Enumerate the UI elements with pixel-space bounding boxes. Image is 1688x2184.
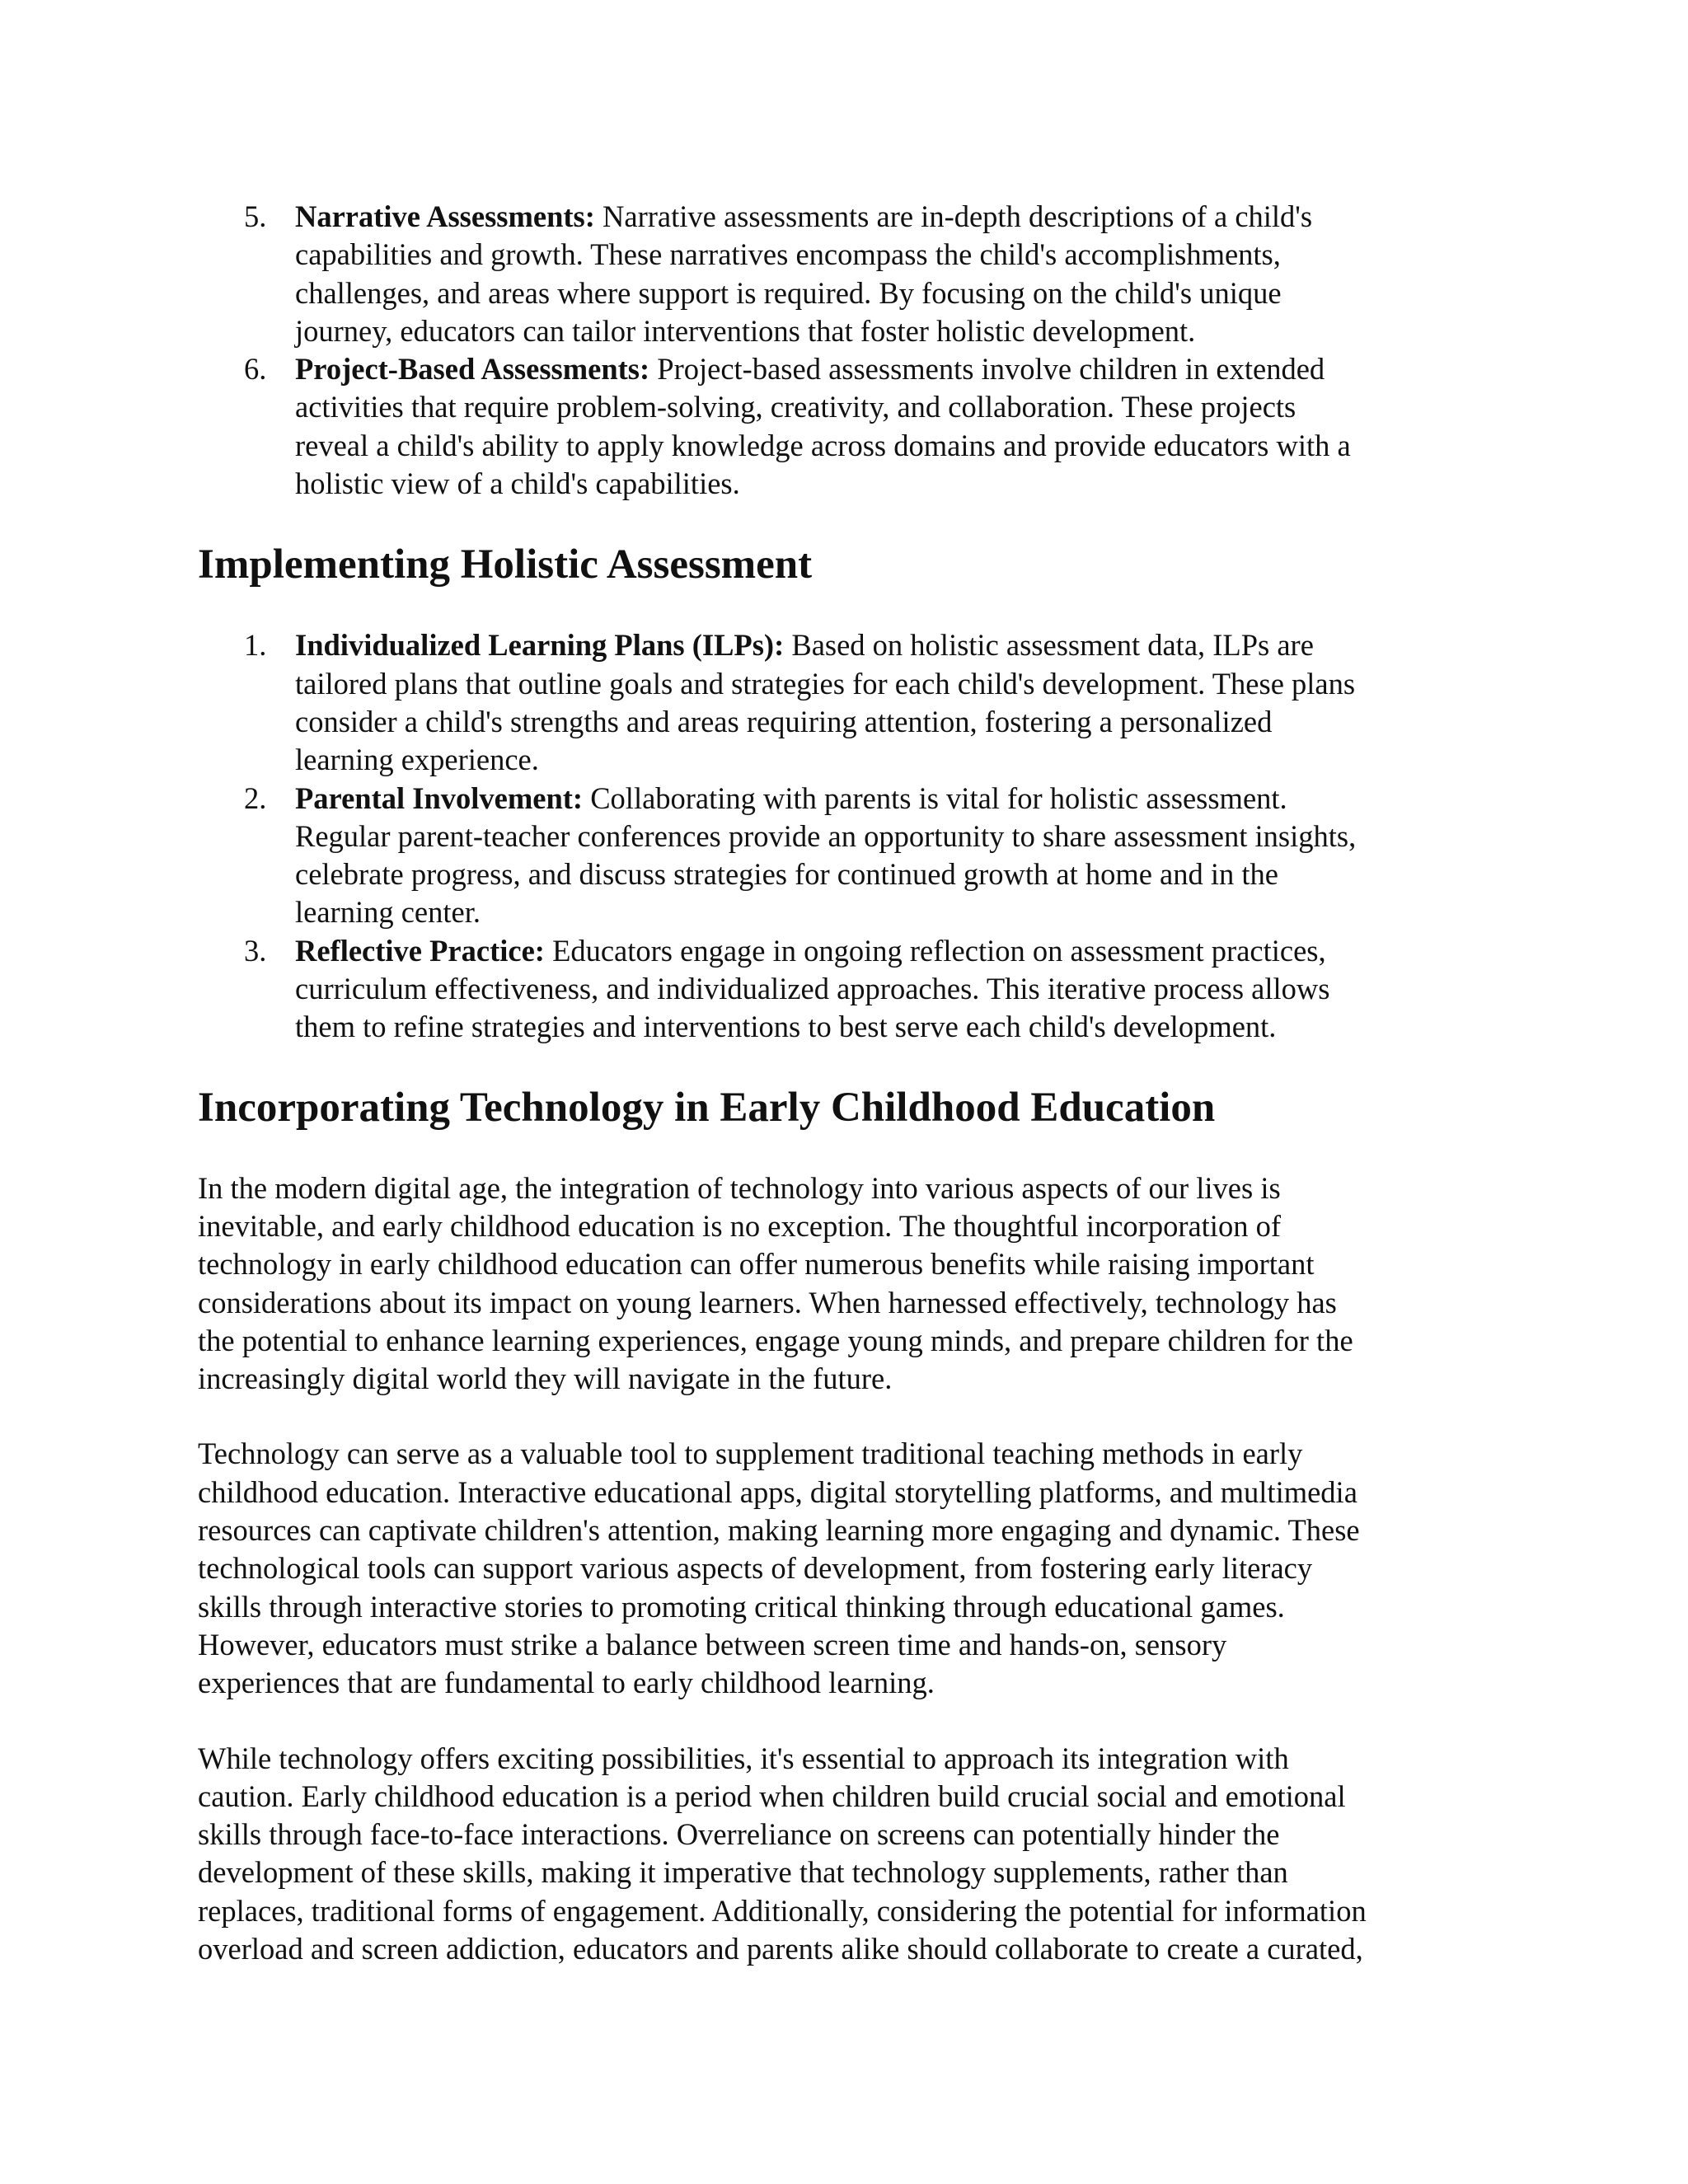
- list-item-number: 3.: [244, 933, 267, 968]
- list-item: [198, 780, 1500, 932]
- list-item-text: celebrate progress, and discuss strategies for continued growth at home and in the: [295, 857, 1278, 892]
- list-item-text: them to refine strategies and interventions to best serve each child's development.: [295, 1010, 1277, 1044]
- implementation-list: [198, 626, 1500, 1046]
- section-heading: Incorporating Technology in Early Childhood Education: [198, 1084, 1216, 1131]
- list-item-text: curriculum effectiveness, and individualized approaches. This iterative process allows: [295, 972, 1330, 1006]
- list-item-text: capabilities and growth. These narratives encompass the child's accomplishments,: [295, 237, 1281, 272]
- list-item-title: Individualized Learning Plans (ILPs):: [295, 628, 785, 663]
- section-heading: Implementing Holistic Assessment: [198, 541, 813, 588]
- list-item-title: Narrative Assessments:: [295, 199, 595, 233]
- list-item-text: learning center.: [295, 895, 481, 930]
- list-item: [198, 350, 1500, 503]
- list-item-number: 6.: [244, 352, 267, 387]
- list-item-text: journey, educators can tailor interventions that foster holistic development.: [295, 313, 1196, 348]
- list-item: [198, 198, 1500, 350]
- list-item: [198, 932, 1500, 1047]
- list-item-title: Project-Based Assessments:: [295, 352, 650, 387]
- list-item-text: tailored plans that outline goals and strategies for each child's development. These plans: [295, 666, 1356, 701]
- body-paragraph: Technology can serve as a valuable tool to supplement traditional teaching methods in early childhood education. Interactive educational apps, digital storytelling platforms, and multimedia resources can captivate children's attention, making learning more engaging and dynamic. These technological tools can support various aspects of development, from fostering early literacy skills through interactive stories to promoting critical thinking through educational games. However, educators must strike a balance between screen time and hands-on, sensory experiences that are fundamental to early childhood learning.: [198, 1436, 1360, 1700]
- assessment-list-continued: [198, 198, 1500, 503]
- list-item-text: learning experience.: [295, 743, 539, 777]
- list-item-text: challenges, and areas where support is required. By focusing on the child's unique: [295, 275, 1282, 310]
- list-item-number: 2.: [244, 780, 267, 815]
- list-item-text: holistic view of a child's capabilities.: [295, 466, 740, 501]
- body-paragraph: While technology offers exciting possibilities, it's essential to approach its integration with caution. Early childhood education is a period when children build crucial social and emotional skills through face-to-face interactions. Overreliance on screens can potentially hinder the development of these skills, making it imperative that technology supplements, rather than replaces, traditional forms of engagement. Additionally, considering the potential for information overload and screen addiction, educators and parents alike should collaborate to create a curated,: [198, 1741, 1367, 1966]
- body-paragraph: In the modern digital age, the integration of technology into various aspects of our lives is inevitable, and early childhood education is no exception. The thoughtful incorporation of technology in early childhood education can offer numerous benefits while raising important considerations about its impact on young learners. When harnessed effectively, technology has the potential to enhance learning experiences, engage young minds, and prepare children for the increasingly digital world they will navigate in the future.: [198, 1170, 1353, 1396]
- list-item-text: consider a child's strengths and areas requiring attention, fostering a personalized: [295, 704, 1273, 738]
- list-item-number: 1.: [244, 628, 267, 663]
- list-item: [198, 626, 1500, 779]
- list-item-text: Regular parent-teacher conferences provide an opportunity to share assessment insights,: [295, 818, 1357, 853]
- list-item-text: Project-based assessments involve children in extended: [649, 352, 1325, 387]
- list-item-text: activities that require problem-solving, creativity, and collaboration. These projects: [295, 390, 1296, 424]
- list-item-text: Educators engage in ongoing reflection on assessment practices,: [544, 933, 1326, 968]
- list-item-text: reveal a child's ability to apply knowledge across domains and provide educators with a: [295, 428, 1351, 462]
- list-item-title: Reflective Practice:: [295, 933, 545, 968]
- list-item-text: Narrative assessments are in-depth descriptions of a child's: [594, 199, 1313, 233]
- list-item-title: Parental Involvement:: [295, 780, 584, 815]
- list-item-number: 5.: [244, 199, 267, 233]
- list-item-text: Collaborating with parents is vital for holistic assessment.: [583, 780, 1287, 815]
- list-item-text: Based on holistic assessment data, ILPs are: [784, 628, 1314, 663]
- document-page: [198, 198, 1500, 1968]
